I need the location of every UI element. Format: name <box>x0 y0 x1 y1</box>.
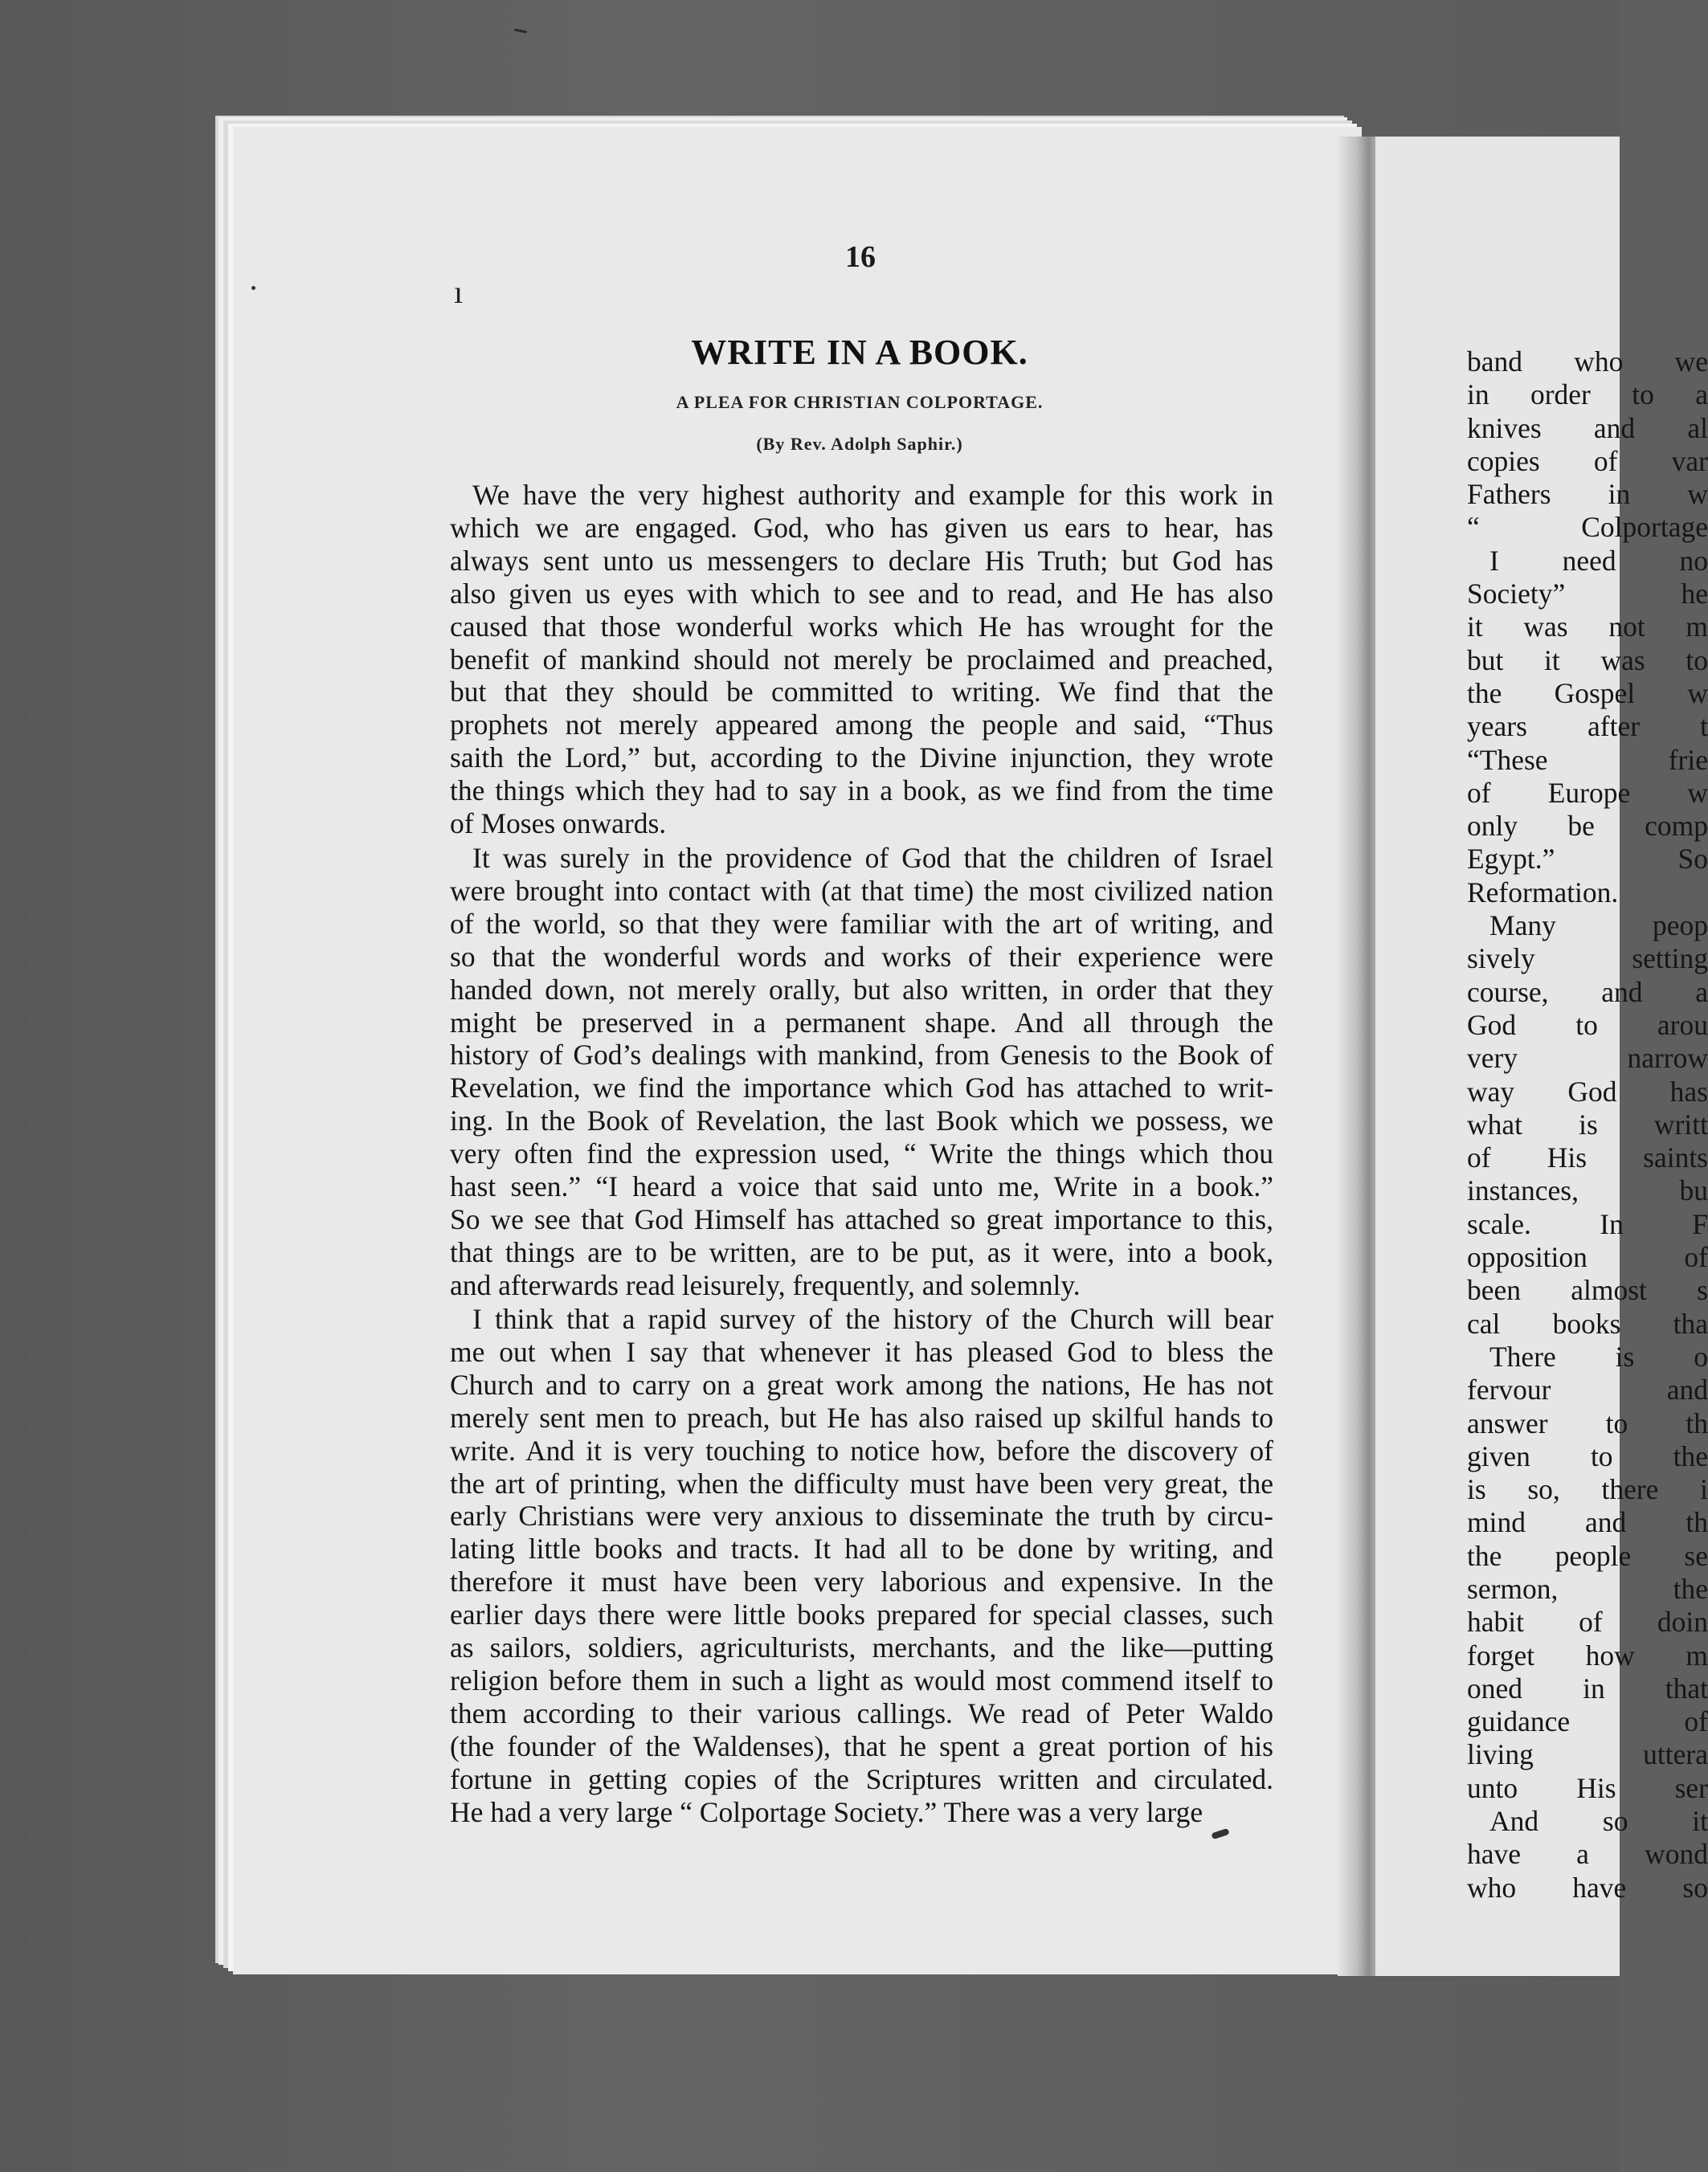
text-line: me out when I say that whenever it has pleased God to bless the <box>450 1335 1273 1368</box>
text-line: religion before them in such a light as would most commend itself to <box>450 1664 1273 1696</box>
right-page-line: is so, there i <box>1467 1473 1708 1506</box>
right-page-line: “ Colportage <box>1467 511 1708 544</box>
right-page-line: guidance of <box>1467 1705 1708 1738</box>
right-page-text <box>1467 345 1708 1905</box>
right-page-line: in order to a <box>1467 378 1708 411</box>
text-line: of Moses onwards. <box>450 807 667 840</box>
text-line: earlier days there were little books prepared for special classes, such <box>450 1598 1273 1631</box>
right-page-line: very narrow <box>1467 1042 1708 1075</box>
text-line: hast seen.” “I heard a voice that said unto me, Write in a book.” <box>450 1170 1273 1203</box>
right-page-line: knives and al <box>1467 411 1708 444</box>
right-page-line: only be comp <box>1467 810 1708 843</box>
text-line: caused that those wonderful works which He has wrought for the <box>450 610 1273 643</box>
margin-mark: ı <box>454 274 464 310</box>
right-page-line: instances, bu <box>1467 1174 1708 1207</box>
text-line: We have the very highest authority and example for this work in <box>472 479 1273 511</box>
text-line: It was surely in the providence of God that the children of Israel <box>472 842 1273 874</box>
text-line: the things which they had to say in a book, as we find from the time <box>450 774 1273 807</box>
specks <box>251 286 255 290</box>
text-line: ing. In the Book of Revelation, the last Book which we possess, we <box>450 1104 1273 1137</box>
text-line: He had a very large “ Colportage Society.” There was a very large <box>450 1795 1203 1828</box>
text-line: therefore it must have been very laborious and expensive. In the <box>450 1566 1273 1598</box>
text-line: lating little books and tracts. It had all to be done by writing, and <box>450 1533 1273 1566</box>
right-page-line: fervour and <box>1467 1374 1708 1406</box>
text-line: and afterwards read leisurely, frequently, and solemnly. <box>450 1268 1081 1301</box>
text-line: handed down, not merely orally, but also written, in order that they <box>450 973 1273 1006</box>
right-page-line: it was not m <box>1467 610 1708 643</box>
right-page-line: band who we <box>1467 345 1708 378</box>
right-page-line: Egypt.” So <box>1467 843 1708 876</box>
text-line: as sailors, soldiers, agriculturists, merchants, and the like—putting <box>450 1631 1273 1664</box>
text-line: were brought into contact with (at that time) the most civilized nation <box>450 874 1273 907</box>
right-page-line: Fathers in w <box>1467 478 1708 511</box>
text-line: write. And it is very touching to notice how, before the discovery of <box>450 1434 1273 1467</box>
text-line: history of God’s dealings with mankind, from Genesis to the Book of <box>450 1039 1273 1072</box>
right-page-line: sively setting <box>1467 942 1708 975</box>
text-line: so that the wonderful words and works of their experience were <box>450 940 1273 973</box>
article-title: WRITE IN A BOOK. <box>691 333 1028 372</box>
right-page-line: There is o <box>1489 1340 1708 1373</box>
right-page-line: oned in that <box>1467 1672 1708 1705</box>
right-page-line: have a wond <box>1467 1838 1708 1871</box>
right-page-line: opposition of <box>1467 1241 1708 1274</box>
text-line: benefit of mankind should not merely be proclaimed and preached, <box>450 643 1273 676</box>
right-page-line: sermon, the <box>1467 1572 1708 1605</box>
right-page-line: Society” he <box>1467 578 1708 610</box>
paragraph-2 <box>450 842 1273 1302</box>
text-line: always sent unto us messengers to declare His Truth; but God has <box>450 544 1273 577</box>
right-page-line: answer to th <box>1467 1406 1708 1439</box>
right-page-line: And so it <box>1489 1805 1708 1838</box>
text-line: fortune in getting copies of the Scriptures written and circulated. <box>450 1762 1273 1795</box>
text-line: prophets not merely appeared among the people and said, “Thus <box>450 708 1273 741</box>
right-page-line: the people se <box>1467 1539 1708 1572</box>
text-line: very often find the expression used, “ Write the things which thou <box>450 1137 1273 1170</box>
text-line: Revelation, we find the importance which God has attached to writ- <box>450 1072 1273 1104</box>
right-page-line: who have so <box>1467 1871 1708 1904</box>
right-page-line: copies of var <box>1467 444 1708 477</box>
paragraph-1 <box>450 479 1273 840</box>
right-page-line: I need no <box>1489 544 1708 577</box>
right-page-line: the Gospel w <box>1467 676 1708 709</box>
article-subtitle: A PLEA FOR CHRISTIAN COLPORTAGE. <box>676 392 1044 412</box>
right-page-line: way God has <box>1467 1075 1708 1108</box>
text-line: them according to their various callings. We read of Peter Waldo <box>450 1696 1273 1729</box>
text-line: (the founder of the Waldenses), that he spent a great portion of his <box>450 1729 1273 1762</box>
paragraph-3 <box>450 1303 1273 1829</box>
text-line: which we are engaged. God, who has given us ears to hear, has <box>450 511 1273 544</box>
article-byline: (By Rev. Adolph Saphir.) <box>756 434 963 454</box>
right-page-line: Reformation. <box>1467 876 1619 908</box>
text-line: So we see that God Himself has attached so great importance to this, <box>450 1202 1273 1235</box>
right-page-line: “These frie <box>1467 743 1708 776</box>
right-page-line: mind and th <box>1467 1506 1708 1539</box>
text-line: of the world, so that they were familiar with the art of writing, and <box>450 907 1273 940</box>
right-page-line: given to the <box>1467 1439 1708 1472</box>
right-page-line: God to arou <box>1467 1008 1708 1041</box>
text-line: the art of printing, when the difficulty must have been very great, the <box>450 1467 1273 1500</box>
right-page-line: habit of doin <box>1467 1606 1708 1639</box>
right-page-line: been almost s <box>1467 1274 1708 1307</box>
text-line: saith the Lord,” but, according to the Divine injunction, they wrote <box>450 741 1273 774</box>
right-page-line: what is writt <box>1467 1108 1708 1141</box>
text-line: merely sent men to preach, but He has also raised up skilful hands to <box>450 1401 1273 1434</box>
right-page-line: living uttera <box>1467 1738 1708 1771</box>
right-page-line: scale. In F <box>1467 1207 1708 1240</box>
right-page-line: but it was to <box>1467 643 1708 676</box>
text-line: might be preserved in a permanent shape. And all through the <box>450 1006 1273 1039</box>
right-page-line: years after t <box>1467 710 1708 743</box>
right-page-line: of Europe w <box>1467 776 1708 809</box>
text-line: that things are to be written, are to be put, as it were, into a book, <box>450 1235 1273 1268</box>
text-line: also given us eyes with which to see and to read, and He has also <box>450 577 1273 610</box>
right-page-line: Many peop <box>1489 909 1708 942</box>
right-page-line: of His saints <box>1467 1141 1708 1174</box>
right-page-line: forget how m <box>1467 1639 1708 1672</box>
text-line: Church and to carry on a great work among the nations, He has not <box>450 1368 1273 1401</box>
text-line: I think that a rapid survey of the history of the Church will bear <box>472 1303 1273 1335</box>
page-number: 16 <box>845 240 876 274</box>
right-page-line: course, and a <box>1467 975 1708 1008</box>
text-line: early Christians were very anxious to disseminate the truth by circu- <box>450 1500 1273 1533</box>
right-page-line: unto His ser <box>1467 1771 1708 1804</box>
right-page-line: cal books tha <box>1467 1307 1708 1340</box>
text-line: but that they should be committed to writing. We find that the <box>450 676 1273 708</box>
